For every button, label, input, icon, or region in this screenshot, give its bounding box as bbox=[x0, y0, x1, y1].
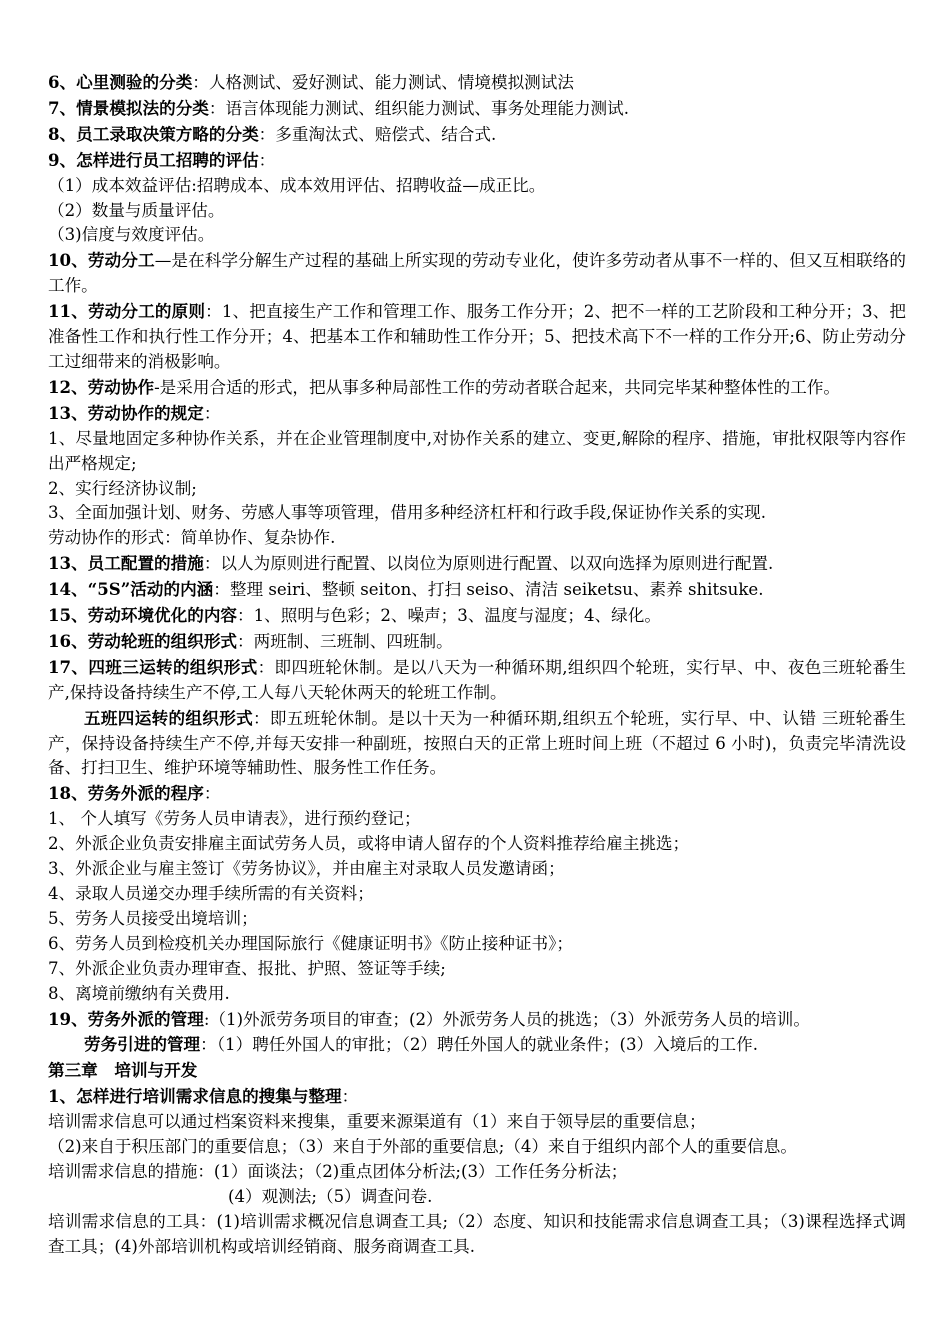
body-text: （1）成本效益评估:招聘成本、成本效用评估、招聘收益—成正比。 bbox=[48, 175, 546, 195]
bold-heading: 19、劳务外派的管理 bbox=[48, 1008, 204, 1029]
body-text: ：人格测试、爱好测试、能力测试、情境模拟测试法 bbox=[192, 73, 574, 92]
text-line-c1 bbox=[48, 1084, 906, 1110]
body-text: ：（1）聘任外国人的审批；（2）聘任外国人的就业条件；(3）入境后的工作. bbox=[200, 1035, 758, 1055]
text-line-l18f bbox=[48, 932, 906, 957]
text-line-l13e bbox=[48, 551, 906, 577]
body-text: 3、外派企业与雇主签订《劳务协议》，并由雇主对录取人员发邀请函； bbox=[48, 859, 565, 879]
bold-heading: 13、员工配置的措施 bbox=[48, 553, 204, 574]
body-text: ：1、照明与色彩；2、噪声；3、温度与湿度；4、绿化。 bbox=[237, 606, 661, 626]
body-text: ： bbox=[203, 784, 221, 804]
bold-heading: 1、怎样进行培训需求信息的搜集与整理 bbox=[48, 1086, 342, 1107]
text-line-l12 bbox=[48, 375, 906, 401]
text-line-c1d bbox=[48, 1185, 906, 1210]
body-text: 6、劳务人员到检疫机关办理国际旅行《健康证明书》《防止接种证书》； bbox=[48, 933, 573, 953]
bold-heading: 13、劳动协作的规定 bbox=[48, 402, 204, 423]
text-line-l19 bbox=[48, 1007, 906, 1033]
body-text: ：即四班轮休制。是以八天为一种循环期,组织四个轮班，实行早、中、夜色三班轮番生产,保持设备持续生产不停,工人每八天轮休两天的轮班工作制。 bbox=[48, 657, 906, 702]
text-line-l18g bbox=[48, 957, 906, 982]
text-line-l13a bbox=[48, 427, 906, 477]
text-line-c1b bbox=[48, 1135, 906, 1160]
text-line-l17 bbox=[48, 655, 906, 706]
bold-heading: 7、情景模拟法的分类 bbox=[48, 97, 209, 118]
bold-heading: 18、劳务外派的程序 bbox=[48, 783, 204, 804]
text-line-l9 bbox=[48, 148, 906, 174]
body-text: ：两班制、三班制、四班制。 bbox=[237, 631, 453, 651]
bold-heading: 16、劳动轮班的组织形式 bbox=[48, 630, 238, 651]
text-line-l11 bbox=[48, 299, 906, 375]
text-line-l13c bbox=[48, 501, 906, 526]
text-line-c1e bbox=[48, 1210, 906, 1260]
text-line-l17b bbox=[48, 706, 906, 782]
body-text: ：即五班轮休制。是以十天为一种循环期,组织五个轮班，实行早、中、认错 三班轮番生产，保持设备持续生产不停,并每天安排一种副班，按照白天的正常上班时间上班（不超过 6 小时)，负责完毕清洗设备、打扫卫生、维护环境等辅助性、服务性工作任务。 bbox=[48, 708, 906, 778]
body-text: 4、录取人员递交办理手续所需的有关资料； bbox=[48, 884, 374, 903]
text-line-l9b bbox=[48, 199, 906, 224]
document-body bbox=[48, 70, 906, 1260]
body-text: 培训需求信息可以通过档案资料来搜集，重要来源渠道有（1）来自于领导层的重要信息； bbox=[48, 1112, 706, 1132]
body-text: 1、尽量地固定多种协作关系，并在企业管理制度中,对协作关系的建立、变更,解除的程序、措施，审批权限等内容作出严格规定; bbox=[48, 428, 906, 473]
body-text: 2、外派企业负责安排雇主面试劳务人员，或将申请人留存的个人资料推荐给雇主挑选； bbox=[48, 834, 690, 854]
body-text: （2)来自于积压部门的重要信息；（3）来自于外部的重要信息;（4）来自于组织内部个人的重要信息。 bbox=[48, 1137, 797, 1157]
body-text: ：多重淘汰式、赔偿式、结合式. bbox=[258, 124, 497, 144]
text-line-l18c bbox=[48, 857, 906, 882]
text-line-l19b bbox=[48, 1032, 906, 1058]
text-line-c1a bbox=[48, 1110, 906, 1135]
bold-heading: 14、“5S”活动的内涵 bbox=[48, 579, 214, 600]
text-line-l18d bbox=[48, 882, 906, 907]
body-text: ：1、把直接生产工作和管理工作、服务工作分开；2、把不一样的工艺阶段和工种分开；3、把准备性工作和执行性工作分开；4、把基本工作和辅助性工作分开；5、把技术高下不一样的工作分开;6、防止劳动分工过细带来的消极影响。 bbox=[48, 302, 907, 371]
body-text: 5、劳务人员接受出境培训； bbox=[48, 908, 258, 928]
bold-heading: 劳务引进的管理 bbox=[84, 1034, 201, 1055]
body-text: 1、 个人填写《劳务人员申请表》，进行预约登记； bbox=[48, 809, 421, 829]
text-line-l9c bbox=[48, 223, 906, 248]
body-text: ： bbox=[203, 403, 221, 423]
text-line-c1c bbox=[48, 1160, 906, 1185]
body-text: :（1)外派劳务项目的审查；(2）外派劳务人员的挑选；（3）外派劳务人员的培训。 bbox=[203, 1009, 810, 1029]
text-line-l16 bbox=[48, 629, 906, 655]
text-line-l18e bbox=[48, 907, 906, 932]
body-text: 7、外派企业负责办理审查、报批、护照、签证等手续; bbox=[48, 958, 446, 978]
bold-heading: 6、心里测验的分类 bbox=[48, 72, 193, 92]
bold-heading: 11、劳动分工的原则 bbox=[48, 301, 206, 322]
body-text: ：语言体现能力测试、组织能力测试、事务处理能力测试. bbox=[208, 98, 630, 118]
text-line-l18 bbox=[48, 781, 906, 807]
text-line-l9a bbox=[48, 174, 906, 199]
text-line-l15 bbox=[48, 603, 906, 629]
body-text: ： bbox=[341, 1087, 359, 1107]
body-text: —是在科学分解生产过程的基础上所实现的劳动专业化，使许多劳动者从事不一样的、但又互相联络的工作。 bbox=[48, 251, 906, 296]
body-text: 3、全面加强计划、财务、劳感人事等项管理，借用多种经济杠杆和行政手段,保证协作关系的实现. bbox=[48, 503, 767, 523]
bold-heading: 12、劳动协作 bbox=[48, 376, 155, 397]
body-text: 8、离境前缴纳有关费用. bbox=[48, 983, 230, 1003]
body-text: 培训需求信息的措施：(1）面谈法；（2)重点团体分析法;(3）工作任务分析法； bbox=[48, 1161, 628, 1181]
text-line-l14 bbox=[48, 577, 906, 603]
text-line-l18b bbox=[48, 832, 906, 857]
body-text: 劳动协作的形式：简单协作、复杂协作. bbox=[48, 528, 336, 548]
bold-heading: 五班四运转的组织形式 bbox=[84, 707, 253, 728]
bold-heading: 第三章 培训与开发 bbox=[48, 1060, 198, 1081]
body-text: ： bbox=[258, 150, 276, 170]
bold-heading: 9、怎样进行员工招聘的评估 bbox=[48, 149, 259, 170]
body-text: -是采用合适的形式，把从事多种局部性工作的劳动者联合起来，共同完毕某种整体性的工作。 bbox=[154, 377, 841, 397]
text-line-l18h bbox=[48, 982, 906, 1007]
bold-heading: 15、劳动环境优化的内容 bbox=[48, 605, 238, 626]
body-text: ：以人为原则进行配置、以岗位为原则进行配置、以双向选择为原则进行配置. bbox=[203, 554, 774, 574]
text-line-l7 bbox=[48, 96, 906, 122]
body-text: （2）数量与质量评估。 bbox=[48, 200, 225, 220]
body-text: ：整理 seiri、整顿 seiton、打扫 seiso、清洁 seiketsu、素养 shitsuke. bbox=[213, 580, 764, 600]
body-text: （3)信度与效度评估。 bbox=[48, 225, 215, 245]
text-line-l13b bbox=[48, 477, 906, 502]
bold-heading: 8、员工录取决策方略的分类 bbox=[48, 123, 259, 144]
text-line-l13d bbox=[48, 526, 906, 551]
bold-heading: 17、四班三运转的组织形式 bbox=[48, 656, 258, 677]
text-line-l10 bbox=[48, 248, 906, 299]
bold-heading: 10、劳动分工 bbox=[48, 250, 155, 271]
body-text: (4）观测法;（5）调查问卷. bbox=[228, 1186, 433, 1206]
text-line-ch3 bbox=[48, 1058, 906, 1084]
body-text: 2、实行经济协议制; bbox=[48, 478, 197, 498]
text-line-l8 bbox=[48, 122, 906, 148]
text-line-l13 bbox=[48, 401, 906, 427]
text-line-l6 bbox=[48, 70, 906, 96]
body-text: 培训需求信息的工具：(1)培训需求概况信息调查工具;（2）态度、知识和技能需求信息调查工具；（3)课程选择式调查工具；(4)外部培训机构或培训经销商、服务商调查工具. bbox=[48, 1211, 906, 1256]
text-line-l18a bbox=[48, 807, 906, 832]
